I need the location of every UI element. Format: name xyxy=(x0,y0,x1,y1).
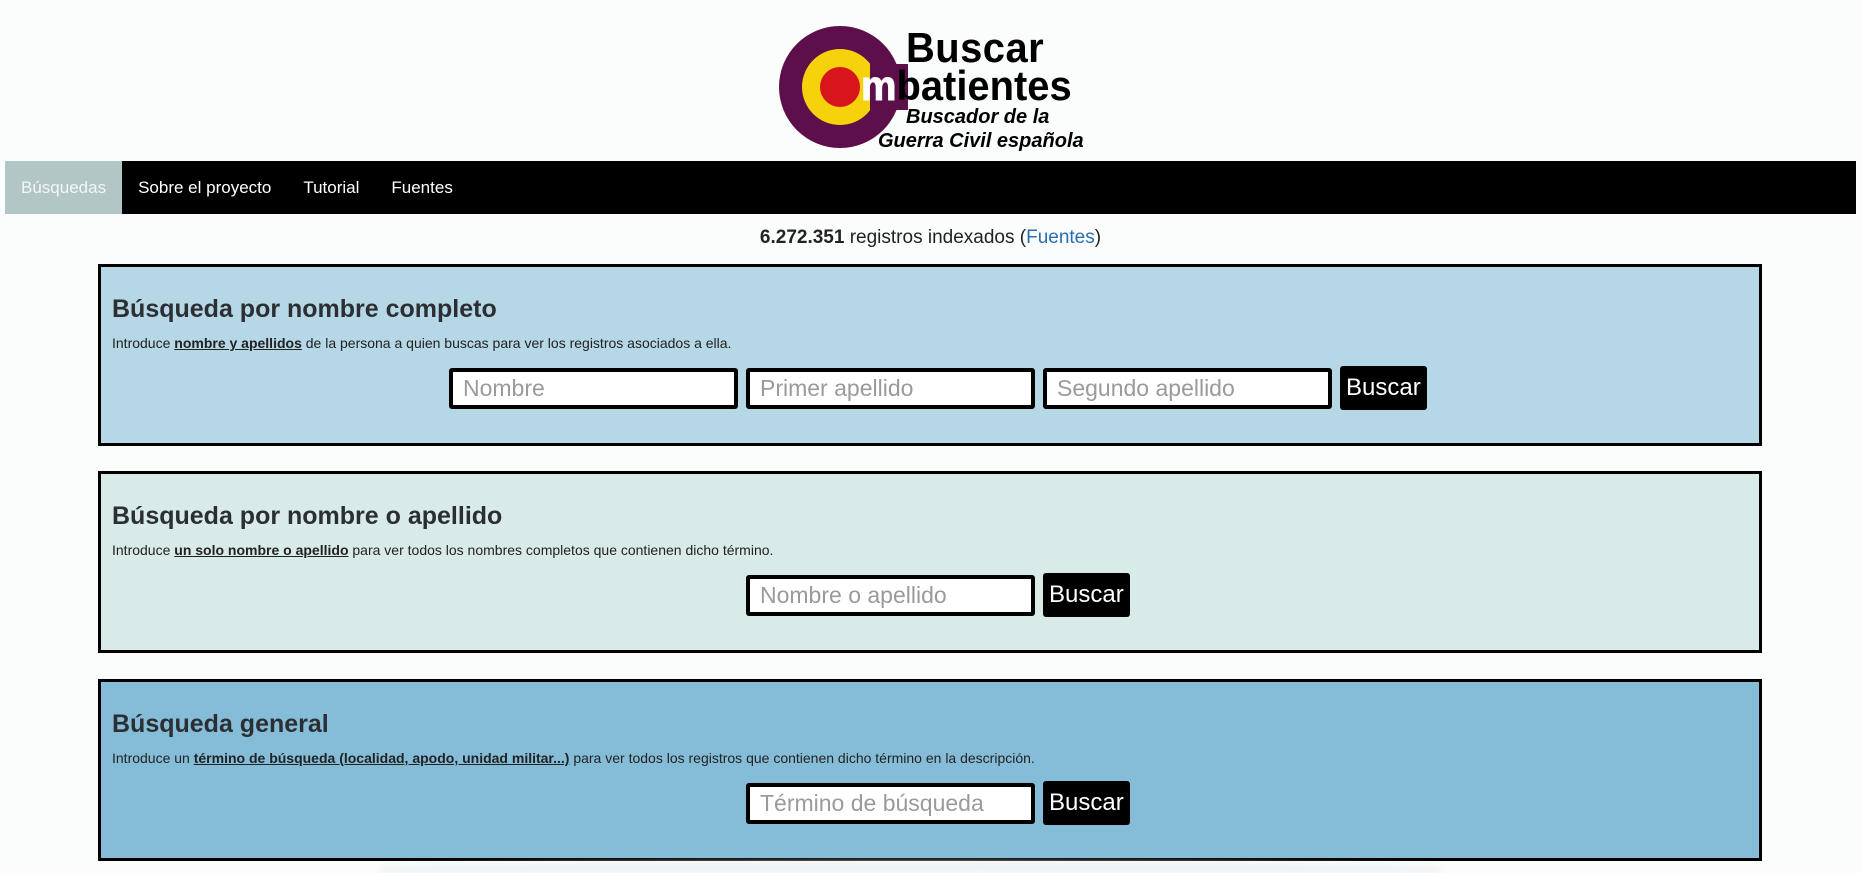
name-or-surname-search-panel xyxy=(98,471,1762,653)
name-or-surname-desc-after: para ver todos los nombres completos que contienen dicho término. xyxy=(348,542,774,558)
full-name-search-form xyxy=(101,366,1759,410)
name-or-surname-desc-before: Introduce xyxy=(112,542,175,558)
full-name-desc-before: Introduce xyxy=(112,335,175,351)
full-name-search-description xyxy=(112,335,731,351)
general-desc-before: Introduce un xyxy=(112,750,194,766)
nav-item-busquedas[interactable]: Búsquedas xyxy=(5,161,122,214)
logo-title-line2-prefix: m xyxy=(861,62,897,109)
logo-title-line2 xyxy=(861,62,1072,110)
general-search-button[interactable]: Buscar xyxy=(1043,781,1130,825)
fuentes-link[interactable]: Fuentes xyxy=(1026,227,1095,248)
name-or-surname-search-button[interactable]: Buscar xyxy=(1043,573,1130,617)
segundo-apellido-input[interactable] xyxy=(1043,368,1332,409)
nav-item-tutorial[interactable]: Tutorial xyxy=(303,177,360,197)
name-or-surname-desc-bold: un solo nombre o apellido xyxy=(174,542,349,558)
site-logo[interactable] xyxy=(778,24,1088,154)
general-search-panel xyxy=(98,679,1762,861)
records-count-close: ) xyxy=(1094,227,1102,248)
nav-item-fuentes[interactable]: Fuentes xyxy=(391,177,453,197)
general-search-description xyxy=(112,750,1035,766)
nombre-o-apellido-input[interactable] xyxy=(746,575,1035,616)
primer-apellido-input[interactable] xyxy=(746,368,1035,409)
records-count xyxy=(0,227,1861,249)
full-name-desc-after: de la persona a quien buscas para ver los registros asociados a ella. xyxy=(301,335,732,351)
logo-subtitle-line2: Guerra Civil española xyxy=(878,130,1084,152)
logo-title-line2-rest: batientes xyxy=(896,62,1072,109)
full-name-desc-bold: nombre y apellidos xyxy=(174,335,302,351)
full-name-search-button[interactable]: Buscar xyxy=(1340,366,1427,410)
general-desc-after: para ver todos los registros que contienen dicho término en la descripción. xyxy=(569,750,1035,766)
nav-item-sobre-el-proyecto[interactable]: Sobre el proyecto xyxy=(138,177,272,197)
general-search-title: Búsqueda general xyxy=(112,710,329,738)
records-count-value: 6.272.351 xyxy=(759,227,845,248)
name-or-surname-search-description xyxy=(112,542,773,558)
name-or-surname-search-form xyxy=(101,573,1759,617)
nombre-input[interactable] xyxy=(449,368,738,409)
general-desc-bold: término de búsqueda (localidad, apodo, unidad militar...) xyxy=(193,750,570,766)
full-name-search-title: Búsqueda por nombre completo xyxy=(112,295,497,323)
records-count-text: registros indexados ( xyxy=(844,227,1027,248)
name-or-surname-search-title: Búsqueda por nombre o apellido xyxy=(112,502,503,530)
termino-de-busqueda-input[interactable] xyxy=(746,783,1035,824)
logo-title-line1: Buscar xyxy=(906,24,1045,71)
footer-shadow xyxy=(380,862,1440,873)
main-navbar xyxy=(5,161,1856,214)
logo-subtitle-line1: Buscador de la xyxy=(906,106,1050,128)
full-name-search-panel xyxy=(98,264,1762,446)
general-search-form xyxy=(101,781,1759,825)
